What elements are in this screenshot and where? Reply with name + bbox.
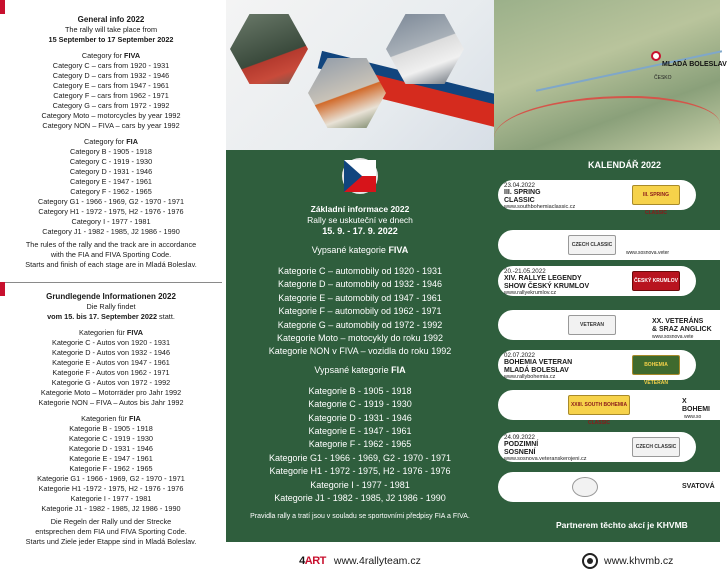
list-item: Kategorie Moto – motocykly do roku 1992 — [276, 333, 444, 344]
german-fiva-list — [0, 338, 222, 408]
list-item: Kategorie D - 1931 - 1946 — [308, 412, 412, 423]
footer-4rallyteam — [226, 546, 494, 576]
map-pin-icon — [651, 51, 661, 61]
partner-text: Partnerem těchto akcí je KHVMB — [556, 520, 688, 530]
event-url[interactable]: www.rallybohemia.cz — [504, 374, 556, 380]
czech-rules-note: Pravidla rally a tratí jsou v souladu se sportovními předpisy FIA a FIVA. — [250, 512, 470, 520]
event-name: SHOW ČESKÝ KRUMLOV — [504, 282, 590, 290]
list-item: Kategorie E – automobily od 1947 - 1961 — [278, 292, 442, 303]
list-item: Kategorie G1 - 1966 - 1969, G2 - 1970 - 1971 — [268, 452, 452, 463]
list-item: Kategorie D - 1931 - 1946 — [69, 444, 153, 453]
german-dates: vom 15. bis 17. September 2022 statt. — [47, 312, 175, 321]
event-logo — [572, 477, 598, 497]
section-divider — [0, 282, 222, 283]
event-name: BOHEMIA VETERAN — [504, 359, 573, 366]
calendar-event — [494, 472, 720, 502]
calendar-event — [494, 266, 720, 296]
list-item: Kategorie H1 - 1972 - 1975, H2 - 1976 - 1976 — [269, 466, 451, 477]
english-rules-3: Starts and finish of each stage are in Mladá Boleslav. — [25, 260, 197, 269]
german-rules-1: Die Regeln der Rally und der Strecke — [50, 517, 172, 526]
list-item: Category E – cars from 1947 - 1961 — [53, 81, 169, 90]
czech-fia-heading: Vypsané kategorie FIA — [314, 364, 406, 375]
event-name: III. SPRING — [504, 189, 541, 196]
list-item: Kategorie C - Autos von 1920 - 1931 — [51, 338, 171, 347]
event-logo: CZECH CLASSIC — [632, 437, 680, 457]
car-photo-collage — [226, 0, 494, 150]
event-name: XX. VETERÁNS & SRAZ ANGLICK — [652, 318, 712, 333]
list-item: Category C - 1919 - 1930 — [69, 157, 153, 166]
event-url[interactable]: www.southbohemiaclassic.cz — [504, 204, 576, 210]
list-item: Category D – cars from 1932 - 1946 — [52, 71, 170, 80]
list-item: Kategorie B - 1905 - 1918 — [69, 424, 153, 433]
event-logo: CZECH CLASSIC — [568, 235, 616, 255]
list-item: Kategorie E - Autos von 1947 - 1961 — [52, 358, 170, 367]
german-rules-3: Starts und Ziele jeder Etappe sind in Mladá Boleslav. — [25, 537, 197, 546]
czech-title: Základní informace 2022 — [310, 204, 410, 214]
german-fia-heading: Kategorien für FIA — [81, 414, 141, 423]
czech-intro: Rally se uskuteční ve dnech — [307, 215, 413, 225]
list-item: Kategorie NON – FIVA – Autos bis Jahr 1992 — [38, 398, 184, 407]
list-item: Category G1 - 1966 - 1969, G2 - 1970 - 1971 — [37, 197, 185, 206]
calendar-event — [494, 432, 720, 462]
list-item: Kategorie D – automobily od 1932 - 1946 — [277, 279, 443, 290]
list-item: Kategorie F - 1962 - 1965 — [69, 464, 153, 473]
german-rules-2: entsprechen dem FIA und FIVA Sporting Code. — [35, 527, 187, 536]
list-item: Kategorie J1 - 1982 - 1985, J2 1986 - 1990 — [41, 504, 181, 513]
calendar-event — [494, 230, 720, 260]
list-item: Kategorie G - Autos von 1972 - 1992 — [51, 378, 171, 387]
list-item: Kategorie E - 1947 - 1961 — [308, 426, 412, 437]
event-name: CLASSIC — [504, 196, 535, 204]
english-info-block — [0, 0, 222, 270]
4art-logo: 4ART — [299, 555, 326, 567]
english-title: General info 2022 — [77, 15, 145, 24]
list-item: Kategorie NON v FIVA – vozidla do roku 1992 — [268, 346, 452, 357]
footer-khvmb — [494, 546, 720, 576]
list-item: Kategorie B - 1905 - 1918 — [308, 385, 412, 396]
list-item: Category J1 - 1982 - 1985, J2 1986 - 1990 — [42, 227, 180, 236]
german-intro: Die Rally findet — [86, 302, 136, 311]
list-item: Kategorie I - 1977 - 1981 — [310, 479, 410, 490]
map-city-label: MLADÁ BOLESLAV — [662, 61, 727, 68]
map-river — [536, 50, 722, 91]
calendar-panel — [494, 150, 720, 542]
event-logo: ČESKÝ KRUMLOV — [632, 271, 680, 291]
czech-fia-list — [226, 385, 494, 506]
list-item: Kategorie E - 1947 - 1961 — [69, 454, 153, 463]
list-item: Category F - 1962 - 1965 — [70, 187, 152, 196]
calendar-event — [494, 180, 720, 216]
website-link-4rallyteam[interactable]: www.4rallyteam.cz — [333, 555, 421, 567]
german-info-block — [0, 292, 222, 547]
event-date: 23.04.2022 — [504, 182, 535, 189]
event-logo: XXIII. SOUTH BOHEMIA CLASSIC — [568, 395, 630, 415]
list-item: Kategorie Moto – Motorräder pro Jahr 1992 — [40, 388, 182, 397]
event-logo: III. SPRING CLASSIC — [632, 185, 680, 205]
event-name: PODZIMNÍ — [504, 441, 539, 448]
list-item: Kategorie F – automobily od 1962 - 1971 — [278, 306, 442, 317]
event-url[interactable]: www.rallyekrumlov.cz — [504, 290, 557, 296]
english-rules-1: The rules of the rally and the track are in accordance — [25, 240, 197, 249]
calendar-event — [494, 390, 720, 426]
event-logo: BOHEMIA VETERAN — [632, 355, 680, 375]
czech-fiva-list — [226, 265, 494, 359]
website-link-khvmb[interactable]: www.khvmb.cz — [604, 555, 674, 567]
event-date: 02.07.2022 — [504, 352, 535, 359]
list-item: Kategorie D - Autos von 1932 - 1946 — [51, 348, 171, 357]
event-date: 20.-21.05.2022 — [504, 268, 546, 275]
red-edge-marker — [0, 0, 5, 14]
event-name: X BOHEMI — [682, 398, 710, 413]
english-fia-list — [0, 147, 222, 237]
list-item: Kategorie C – automobily od 1920 - 1931 — [277, 266, 443, 276]
calendar-event — [494, 350, 720, 386]
event-url[interactable]: www.sosnova.veteranskerojeni.cz — [504, 456, 587, 462]
list-item: Category Moto – motorcycles by year 1992 — [41, 111, 181, 120]
event-url[interactable]: www.sosnova.vete — [652, 334, 694, 340]
list-item: Category NON – FIVA – cars by year 1992 — [42, 121, 180, 130]
german-title: Grundlegende Informationen 2022 — [46, 292, 176, 301]
list-item: Category H1 - 1972 - 1975, H2 - 1976 - 1976 — [38, 207, 184, 216]
english-fiva-heading: Category for FIVA — [81, 51, 141, 60]
event-name: XIV. RALLYE LEGENDY — [504, 275, 582, 282]
event-url[interactable]: www.sosnova.veter — [626, 250, 670, 256]
event-logo: VETERAN — [568, 315, 616, 335]
list-item: Kategorie H1 -1972 - 1975, H2 - 1976 - 1976 — [38, 484, 184, 493]
czech-flag-icon — [342, 158, 378, 194]
german-fia-list — [0, 424, 222, 514]
list-item: Category D - 1931 - 1946 — [69, 167, 153, 176]
list-item: Category I - 1977 - 1981 — [71, 217, 151, 226]
english-rules-2: with the FIA and FIVA Sporting Code. — [50, 250, 172, 259]
car-photo-hexagon — [230, 14, 308, 84]
calendar-title: KALENDÁŘ 2022 — [588, 160, 662, 170]
list-item: Kategorie F - 1962 - 1965 — [308, 439, 412, 450]
list-item: Kategorie C - 1919 - 1930 — [69, 434, 153, 443]
list-item: Category G – cars from 1972 - 1992 — [52, 101, 170, 110]
event-name: SVATOVÁ — [682, 483, 715, 490]
german-fiva-heading: Kategorien für FIVA — [79, 328, 143, 337]
czech-info-panel — [226, 150, 494, 542]
event-name: SOSNENÍ — [504, 448, 536, 456]
list-item: Category B - 1905 - 1918 — [70, 147, 152, 156]
list-item: Kategorie I - 1977 - 1981 — [70, 494, 152, 503]
list-item: Category F – cars from 1962 - 1971 — [53, 91, 169, 100]
english-fiva-list — [0, 61, 222, 131]
list-item: Kategorie F - Autos von 1962 - 1971 — [52, 368, 170, 377]
event-url[interactable]: www.so — [684, 414, 702, 420]
event-date: 24.09.2022 — [504, 434, 535, 441]
list-item: Category E - 1947 - 1961 — [70, 177, 152, 186]
list-item: Kategorie G1 - 1966 - 1969, G2 - 1970 - 1971 — [37, 474, 185, 483]
english-fia-heading: Category for FIA — [84, 137, 138, 146]
location-map — [494, 0, 727, 150]
map-country-label: ČESKO — [654, 75, 672, 81]
czech-fiva-heading: Vypsané kategorie FIVA — [311, 245, 409, 255]
list-item: Kategorie G – automobily od 1972 - 1992 — [277, 319, 443, 330]
calendar-event — [494, 310, 720, 340]
list-item: Kategorie J1 - 1982 - 1985, J2 1986 - 1990 — [274, 493, 446, 504]
czech-dates: 15. 9. - 17. 9. 2022 — [322, 226, 398, 236]
english-dates: 15 September to 17 September 2022 — [48, 35, 174, 44]
left-info-column — [0, 0, 222, 576]
khvmb-logo — [582, 553, 598, 569]
list-item: Kategorie C - 1919 - 1930 — [308, 399, 412, 410]
list-item: Category C – cars from 1920 - 1931 — [52, 61, 170, 70]
event-name: MLADÁ BOLESLAV — [504, 366, 569, 374]
english-intro: The rally will take place from — [64, 25, 158, 34]
